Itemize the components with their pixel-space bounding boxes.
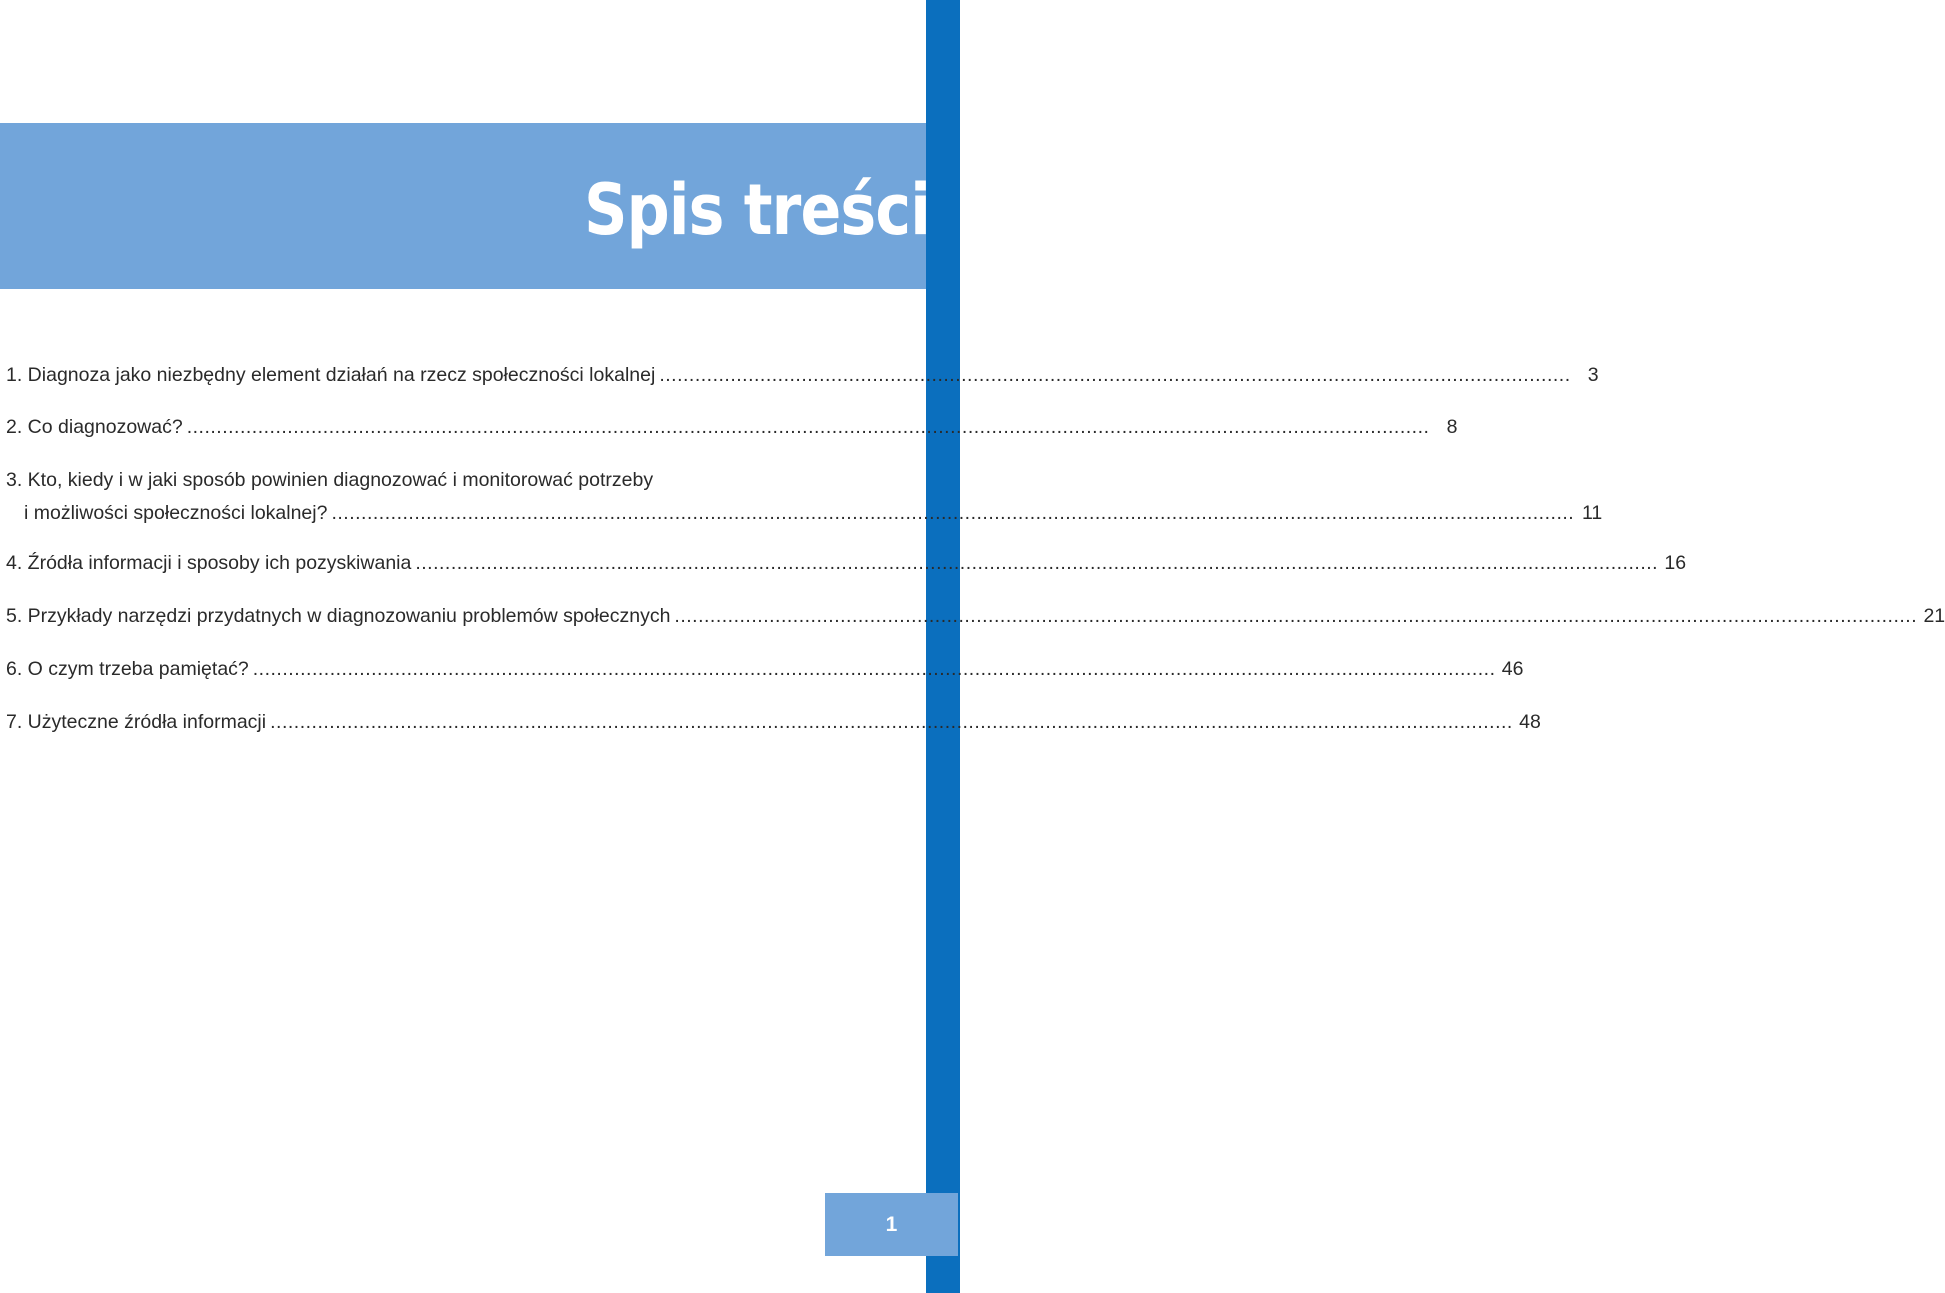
toc-entry-page: 11 bbox=[1581, 502, 1603, 524]
toc-entry-4[interactable] bbox=[6, 549, 1687, 577]
toc-entry-label: 1. Diagnoza jako niezbędny element działań na rzecz społeczności lokalnej bbox=[6, 364, 656, 386]
toc-entry-label: 3. Kto, kiedy i w jaki sposób powinien diagnozować i monitorować potrzeby bbox=[6, 469, 654, 491]
toc-entry-page: 46 bbox=[1501, 658, 1524, 680]
toc-entry-page: 3 bbox=[1587, 364, 1599, 386]
toc-entry-1[interactable] bbox=[6, 361, 1599, 389]
toc-entry-2[interactable] bbox=[6, 413, 1458, 441]
toc-entry-5[interactable] bbox=[6, 602, 1945, 630]
toc-entry-3[interactable] bbox=[6, 466, 1603, 527]
toc-entry-label: 7. Użyteczne źródła informacji bbox=[6, 711, 267, 733]
toc-entry-6[interactable] bbox=[6, 655, 1524, 683]
toc-entry-label: 4. Źródła informacji i sposoby ich pozyskiwania bbox=[6, 552, 412, 574]
toc-entry-label: 6. O czym trzeba pamiętać? bbox=[6, 658, 249, 680]
toc-leader-dots: .................................................................................................................................................................................................................. bbox=[674, 605, 1918, 627]
toc-entry-label: 5. Przykłady narzędzi przydatnych w diagnozowaniu problemów społecznych bbox=[6, 605, 671, 627]
toc-entry-page: 8 bbox=[1446, 416, 1458, 438]
toc-leader-dots: .................................................................................................................................................................................................................. bbox=[415, 552, 1659, 574]
toc-entry-page: 21 bbox=[1923, 605, 1945, 627]
page-title: Spis treści bbox=[584, 169, 930, 251]
right-edge-stripe bbox=[926, 0, 960, 1293]
toc-entry-label-line2: i możliwości społeczności lokalnej? bbox=[24, 502, 328, 524]
toc-entry-7[interactable] bbox=[6, 708, 1541, 736]
page-number: 1 bbox=[885, 1213, 898, 1236]
toc-entry-page: 16 bbox=[1664, 552, 1687, 574]
toc-leader-dots: .................................................................................................................................................................................................................. bbox=[331, 502, 1575, 524]
toc-leader-dots: .................................................................................................................................................................................................................. bbox=[270, 711, 1513, 733]
toc-entry-label: 2. Co diagnozować? bbox=[6, 416, 183, 438]
toc-leader-dots: .................................................................................................................................................................................................................. bbox=[186, 416, 1430, 438]
toc-leader-dots: .................................................................................................................................................................................................................. bbox=[252, 658, 1496, 680]
toc-entry-page: 48 bbox=[1519, 711, 1541, 733]
toc-leader-dots: .......................................................................................................................................................... bbox=[659, 364, 1571, 386]
